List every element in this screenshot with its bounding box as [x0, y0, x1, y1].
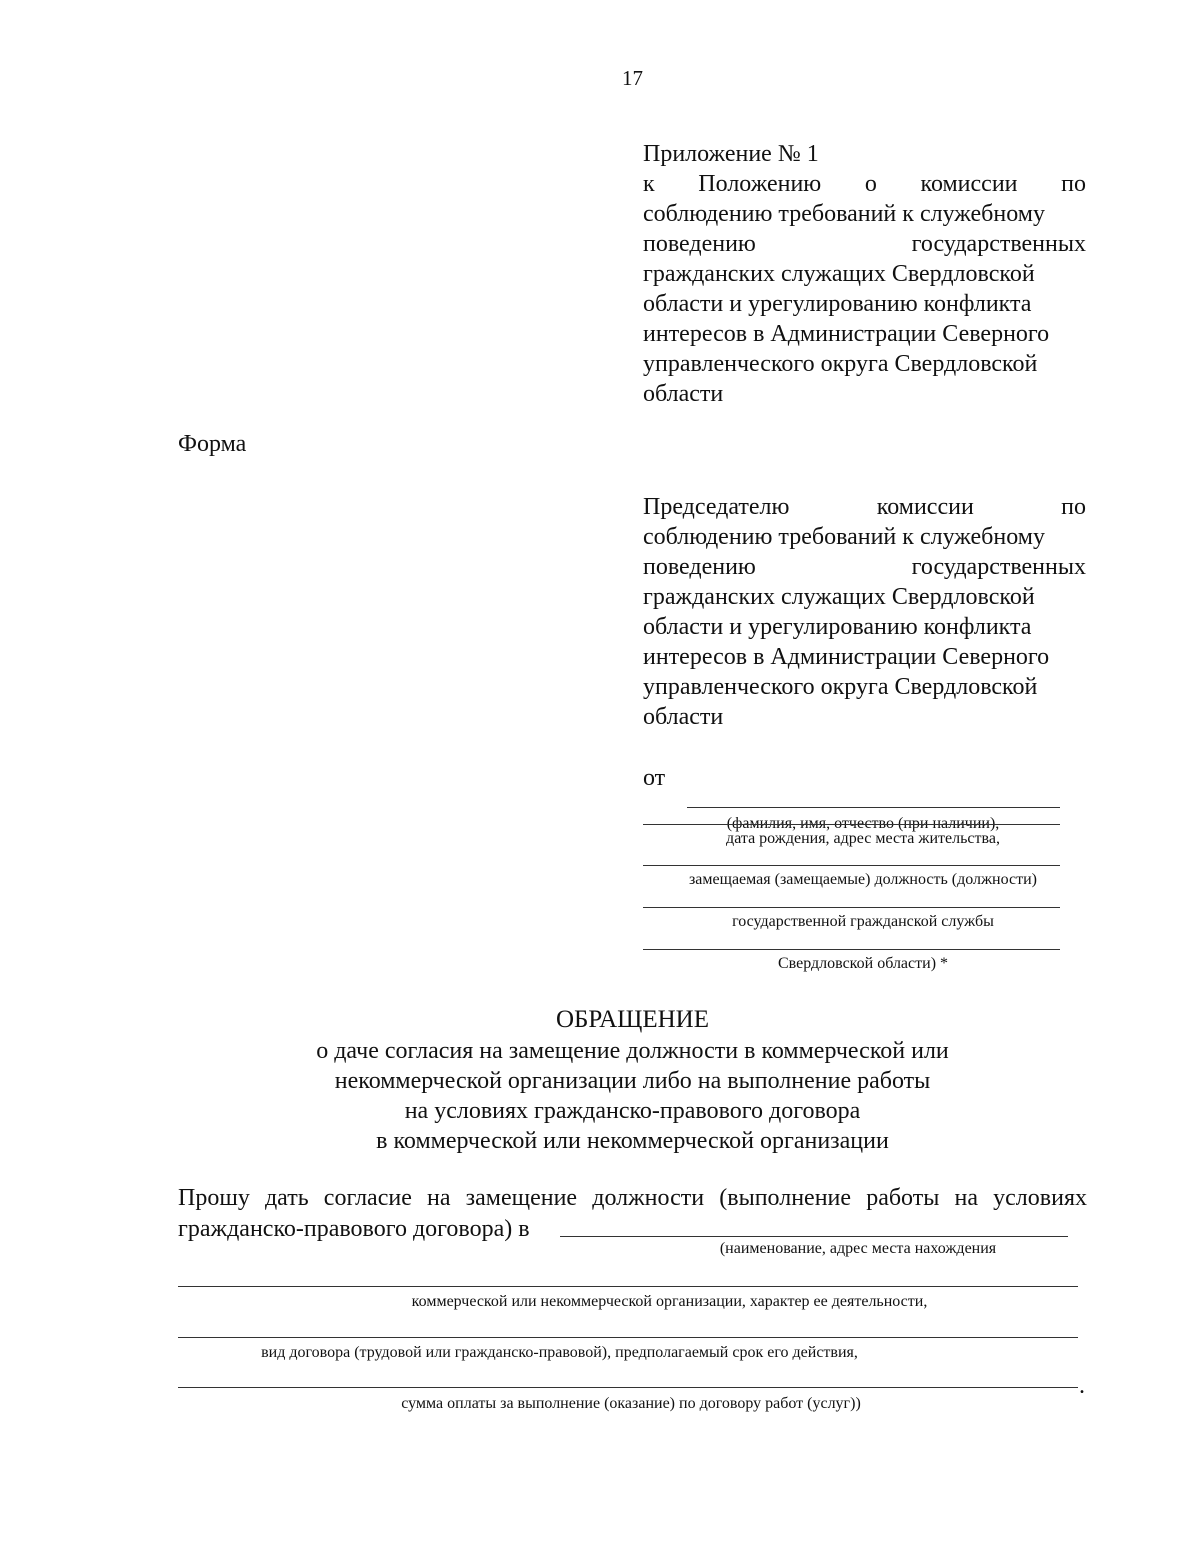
request-line: Прошу дать согласие на замещение должности (выполнение работы на условиях	[178, 1185, 1087, 1211]
addressee-line: области и урегулированию конфликта	[643, 614, 1032, 640]
sender-caption-name: (фамилия, имя, отчество (при наличии),	[726, 815, 1000, 832]
addressee-line: интересов в Администрации Северного	[643, 644, 1050, 670]
addressee-block	[643, 492, 1086, 732]
contract-type-field[interactable]	[178, 1337, 1078, 1338]
subtitle-line: некоммерческой организации либо на выполнение работы	[334, 1068, 931, 1094]
sender-service-field[interactable]	[643, 907, 1060, 908]
addressee-line: Председателю комиссии по	[643, 494, 1086, 520]
payment-amount-field[interactable]	[178, 1387, 1078, 1388]
subtitle-line: на условиях гражданско-правового договора	[404, 1098, 861, 1124]
sender-caption-birth: дата рождения, адрес места жительства,	[726, 830, 1000, 847]
addressee-line: соблюдению требований к служебному	[643, 524, 1045, 550]
sender-birth-address-field[interactable]	[643, 824, 1060, 825]
from-row	[643, 765, 1063, 795]
body-caption-name: (наименование, адрес места нахождения	[719, 1240, 997, 1257]
addressee-line: управленческого округа Свердловской	[643, 674, 1038, 700]
from-name-field[interactable]	[687, 807, 1060, 808]
body-caption-contract: вид договора (трудовой или гражданско-правовой), предполагаемый срок его действия,	[261, 1344, 858, 1361]
end-period: .	[1079, 1373, 1085, 1399]
appendix-line: поведению государственных	[643, 231, 1086, 257]
appendix-line: соблюдению требований к служебному	[643, 201, 1045, 227]
appendix-line: области	[643, 381, 724, 407]
sender-caption-position: замещаемая (замещаемые) должность (должности)	[688, 871, 1037, 888]
organization-details-field[interactable]	[178, 1286, 1078, 1287]
appendix-title: Приложение № 1	[643, 141, 819, 167]
subtitle-line: в коммерческой или некоммерческой организации	[376, 1128, 889, 1154]
sender-position-field[interactable]	[643, 865, 1060, 866]
appendix-block	[643, 139, 1086, 409]
body-caption-payment: сумма оплаты за выполнение (оказание) по договору работ (услуг))	[401, 1395, 861, 1412]
appendix-line: управленческого округа Свердловской	[643, 351, 1038, 377]
body-caption-organization: коммерческой или некоммерческой организации, характер ее деятельности,	[411, 1293, 928, 1310]
addressee-line: гражданских служащих Свердловской	[643, 584, 1035, 610]
addressee-line: области	[643, 704, 724, 730]
sender-caption-service: государственной гражданской службы	[732, 913, 994, 930]
appendix-line: области и урегулированию конфликта	[643, 291, 1032, 317]
request-line: гражданско-правового договора) в	[178, 1216, 530, 1242]
document-title: ОБРАЩЕНИЕ	[555, 1006, 710, 1033]
document-subtitle	[200, 1036, 1065, 1156]
from-label: от	[643, 765, 666, 791]
subtitle-line: о даче согласия на замещение должности в коммерческой или	[316, 1038, 949, 1064]
organization-field[interactable]	[560, 1236, 1068, 1237]
page-number: 17	[622, 66, 643, 90]
sender-caption-region: Свердловской области) *	[777, 955, 949, 972]
appendix-line: гражданских служащих Свердловской	[643, 261, 1035, 287]
appendix-line: к Положению о комиссии по	[643, 171, 1086, 197]
form-label: Форма	[178, 431, 247, 457]
appendix-line: интересов в Администрации Северного	[643, 321, 1050, 347]
addressee-line: поведению государственных	[643, 554, 1086, 580]
sender-region-field[interactable]	[643, 949, 1060, 950]
